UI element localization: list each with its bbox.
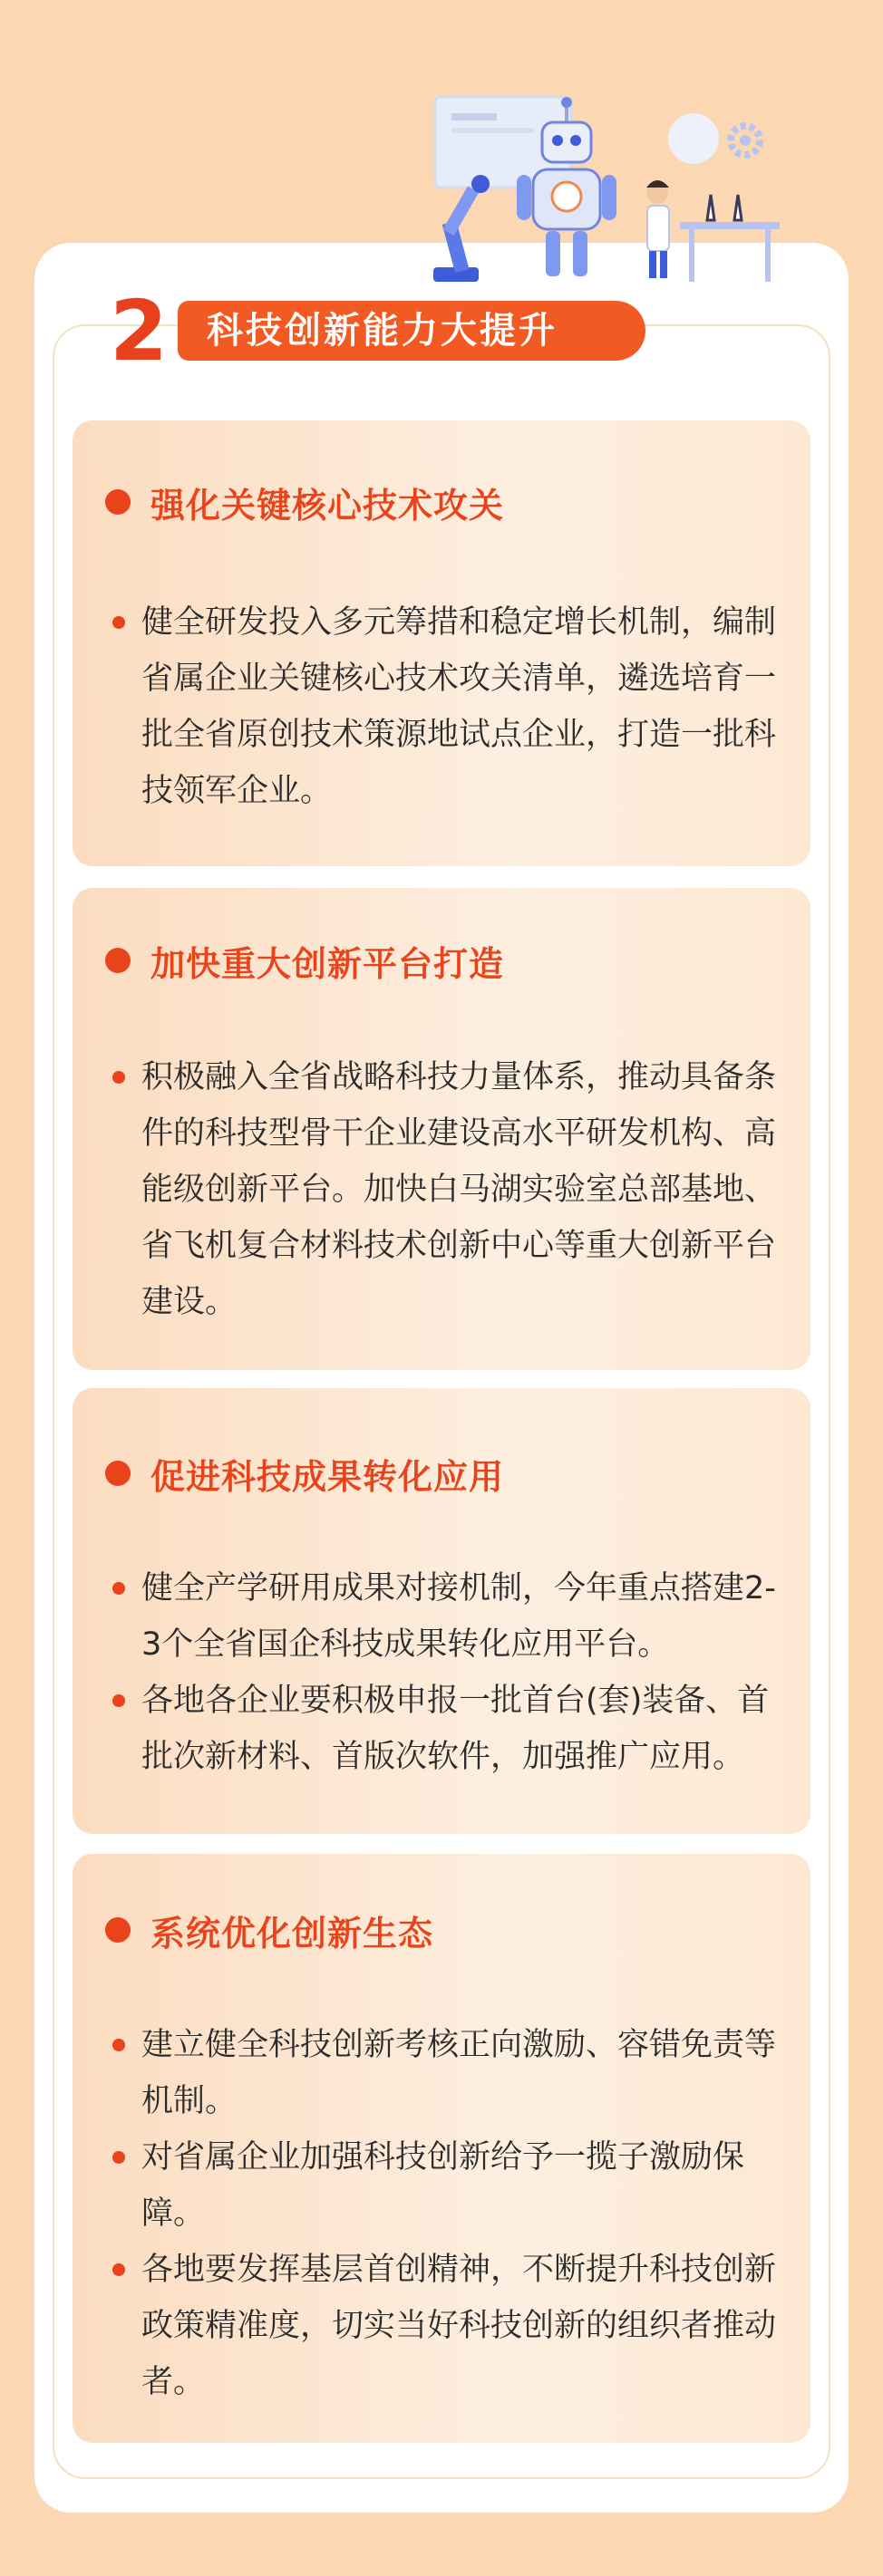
section-number: 2 (109, 283, 168, 380)
section-heading (105, 1446, 504, 1500)
bullet-list (112, 2017, 783, 2410)
bullet-dot-icon (105, 948, 131, 973)
section-heading (105, 933, 504, 988)
robotic-arm-icon (433, 175, 490, 282)
section-title: 促进科技成果转化应用 (150, 1456, 505, 1497)
page-title: 科技创新能力大提升 (207, 310, 558, 352)
section-card-3 (73, 1388, 810, 1834)
list-item: 健全产学研用成果对接机制，今年重点搭建2-3个全省国企科技成果转化应用平台。 (112, 1560, 783, 1673)
section-card-2 (73, 888, 810, 1370)
section-heading (105, 475, 504, 529)
section-title: 强化关键核心技术攻关 (150, 485, 505, 526)
section-card-4 (73, 1854, 810, 2443)
section-title: 加快重大创新平台打造 (150, 943, 505, 984)
bullet-dot-icon (105, 1917, 131, 1943)
bullet-dot-icon (105, 1461, 131, 1486)
bullet-dot-icon (105, 489, 131, 515)
scientist-icon (646, 180, 669, 278)
list-item: 积极融入全省战略科技力量体系，推动具备条件的科技型骨干企业建设高水平研发机构、高能级创新平台。加快白马湖实验室总部基地、省飞机复合材料技术创新中心等重大创新平台建设。 (112, 1049, 783, 1330)
section-card-1 (73, 420, 810, 866)
bullet-list (112, 1560, 783, 1785)
bullet-list (112, 1049, 783, 1330)
lab-glassware-icon (668, 113, 780, 282)
gear-icon (731, 126, 760, 155)
list-item: 对省属企业加强科技创新给予一揽子激励保障。 (112, 2129, 783, 2242)
list-item: 各地要发挥基层首创精神，不断提升科技创新政策精准度，切实当好科技创新的组织者推动者。 (112, 2242, 783, 2410)
section-title: 系统优化创新生态 (150, 1913, 434, 1954)
tech-illustration (426, 86, 789, 294)
list-item: 健全研发投入多元筹措和稳定增长机制，编制省属企业关键核心技术攻关清单，遴选培育一批全省原创技术策源地试点企业，打造一批科技领军企业。 (112, 594, 783, 819)
section-heading (105, 1903, 433, 1957)
bullet-list (112, 594, 783, 819)
list-item: 建立健全科技创新考核正向激励、容错免责等机制。 (112, 2017, 783, 2129)
list-item: 各地各企业要积极申报一批首台(套)装备、首批次新材料、首版次软件，加强推广应用。 (112, 1673, 783, 1785)
